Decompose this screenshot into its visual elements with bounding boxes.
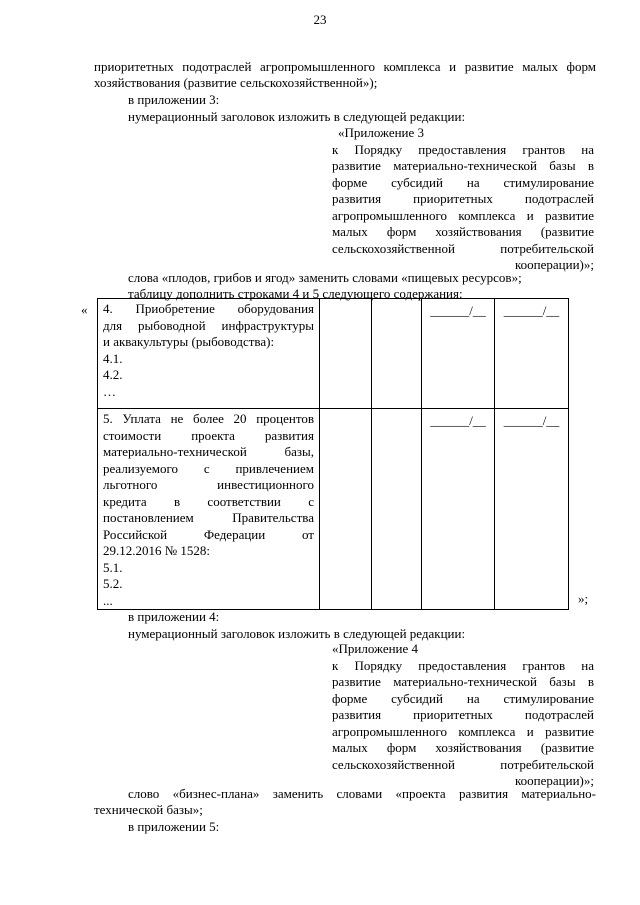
paragraph-line: приоритетных подотраслей агропромышленного комплекса и развитие малых форм <box>94 59 596 74</box>
paragraph-line: таблицу дополнить строками 4 и 5 следующего содержания: <box>128 286 463 301</box>
heading-line: агропромышленного комплекса и развитие <box>332 723 594 739</box>
cell-line: 4.1. <box>103 350 123 366</box>
cell-line: стоимости проекта развития <box>103 427 314 443</box>
paragraph-line: в приложении 3: <box>128 92 220 107</box>
table-cell-description <box>98 409 320 610</box>
heading-line: кооперации)»; <box>515 257 594 272</box>
appendix-3-heading <box>332 125 594 274</box>
cell-line: для рыбоводной инфраструктуры <box>103 317 314 333</box>
table-cell-blank <box>495 409 569 610</box>
heading-line: агропромышленного комплекса и развитие <box>332 207 594 223</box>
fill-blank: ______/__ <box>430 303 486 318</box>
heading-line: кооперации)»; <box>515 773 594 788</box>
table-cell-description <box>98 299 320 409</box>
paragraph-line: хозяйствования (развитие сельскохозяйственной»); <box>94 75 378 90</box>
heading-line: форме субсидий на стимулирование <box>332 690 594 706</box>
heading-line: форме субсидий на стимулирование <box>332 174 594 190</box>
cell-line: 29.12.2016 № 1528: <box>103 543 211 558</box>
table-cell-blank <box>495 299 569 409</box>
fill-blank: ______/__ <box>503 413 560 428</box>
table-row <box>98 409 569 610</box>
cell-line: кредита в соответствии с <box>103 493 314 509</box>
fill-blank: ______/__ <box>503 303 560 318</box>
paragraph-line: нумерационный заголовок изложить в следующей редакции: <box>128 109 466 124</box>
paragraph-line: технической базы»; <box>94 802 203 817</box>
table-cell-blank <box>422 299 495 409</box>
open-quote: « <box>81 302 88 317</box>
cell-line: реализуемого с привлечением <box>103 460 314 476</box>
heading-line: малых форм хозяйствования (развитие <box>332 224 594 239</box>
heading-line: к Порядку предоставления грантов на <box>332 657 594 673</box>
fill-blank: ______/__ <box>430 413 486 428</box>
close-quote: »; <box>578 591 589 606</box>
table-cell-empty <box>320 409 372 610</box>
heading-line: малых форм хозяйствования (развитие <box>332 740 594 755</box>
paragraph-line: в приложении 4: <box>128 609 220 624</box>
cell-line: 4. Приобретение оборудования <box>103 301 314 316</box>
heading-line: развитие материально-технической базы в <box>332 674 594 689</box>
cell-line: постановлением Правительства <box>103 510 314 525</box>
appendix-table <box>97 298 569 610</box>
cell-line: ... <box>103 592 113 608</box>
cell-line: материально-технической базы, <box>103 444 314 459</box>
table-cell-empty <box>372 299 422 409</box>
cell-line: и аквакультуры (рыбоводства): <box>103 334 275 349</box>
paragraph-line: нумерационный заголовок изложить в следующей редакции: <box>128 626 466 641</box>
table-cell-blank <box>422 409 495 610</box>
heading-line: сельскохозяйственной потребительской <box>332 756 594 772</box>
page-number: 23 <box>313 12 327 27</box>
paragraph-line: в приложении 5: <box>128 819 220 834</box>
cell-line: Российской Федерации от <box>103 526 314 542</box>
table-cell-empty <box>320 299 372 409</box>
table-row <box>98 299 569 409</box>
appendix-title: «Приложение 3 <box>338 125 425 140</box>
paragraph-line: слова «плодов, грибов и ягод» заменить словами «пищевых ресурсов»; <box>128 270 522 285</box>
cell-line: льготного инвестиционного <box>103 477 314 492</box>
heading-line: развитие материально-технической базы в <box>332 158 594 173</box>
cell-line: 5.2. <box>103 576 123 591</box>
cell-line: 4.2. <box>103 367 123 382</box>
heading-line: к Порядку предоставления грантов на <box>332 141 594 157</box>
table-cell-empty <box>372 409 422 610</box>
heading-line: развития приоритетных подотраслей <box>332 707 594 722</box>
heading-line: сельскохозяйственной потребительской <box>332 240 594 256</box>
paragraph-line: слово «бизнес-плана» заменить словами «проекта развития материально- <box>128 786 596 801</box>
cell-line: 5. Уплата не более 20 процентов <box>103 411 314 426</box>
appendix-title: «Приложение 4 <box>332 641 419 656</box>
cell-line: 5.1. <box>103 559 123 575</box>
appendix-4-heading <box>332 641 594 790</box>
cell-line: … <box>103 383 116 399</box>
heading-line: развития приоритетных подотраслей <box>332 191 594 206</box>
